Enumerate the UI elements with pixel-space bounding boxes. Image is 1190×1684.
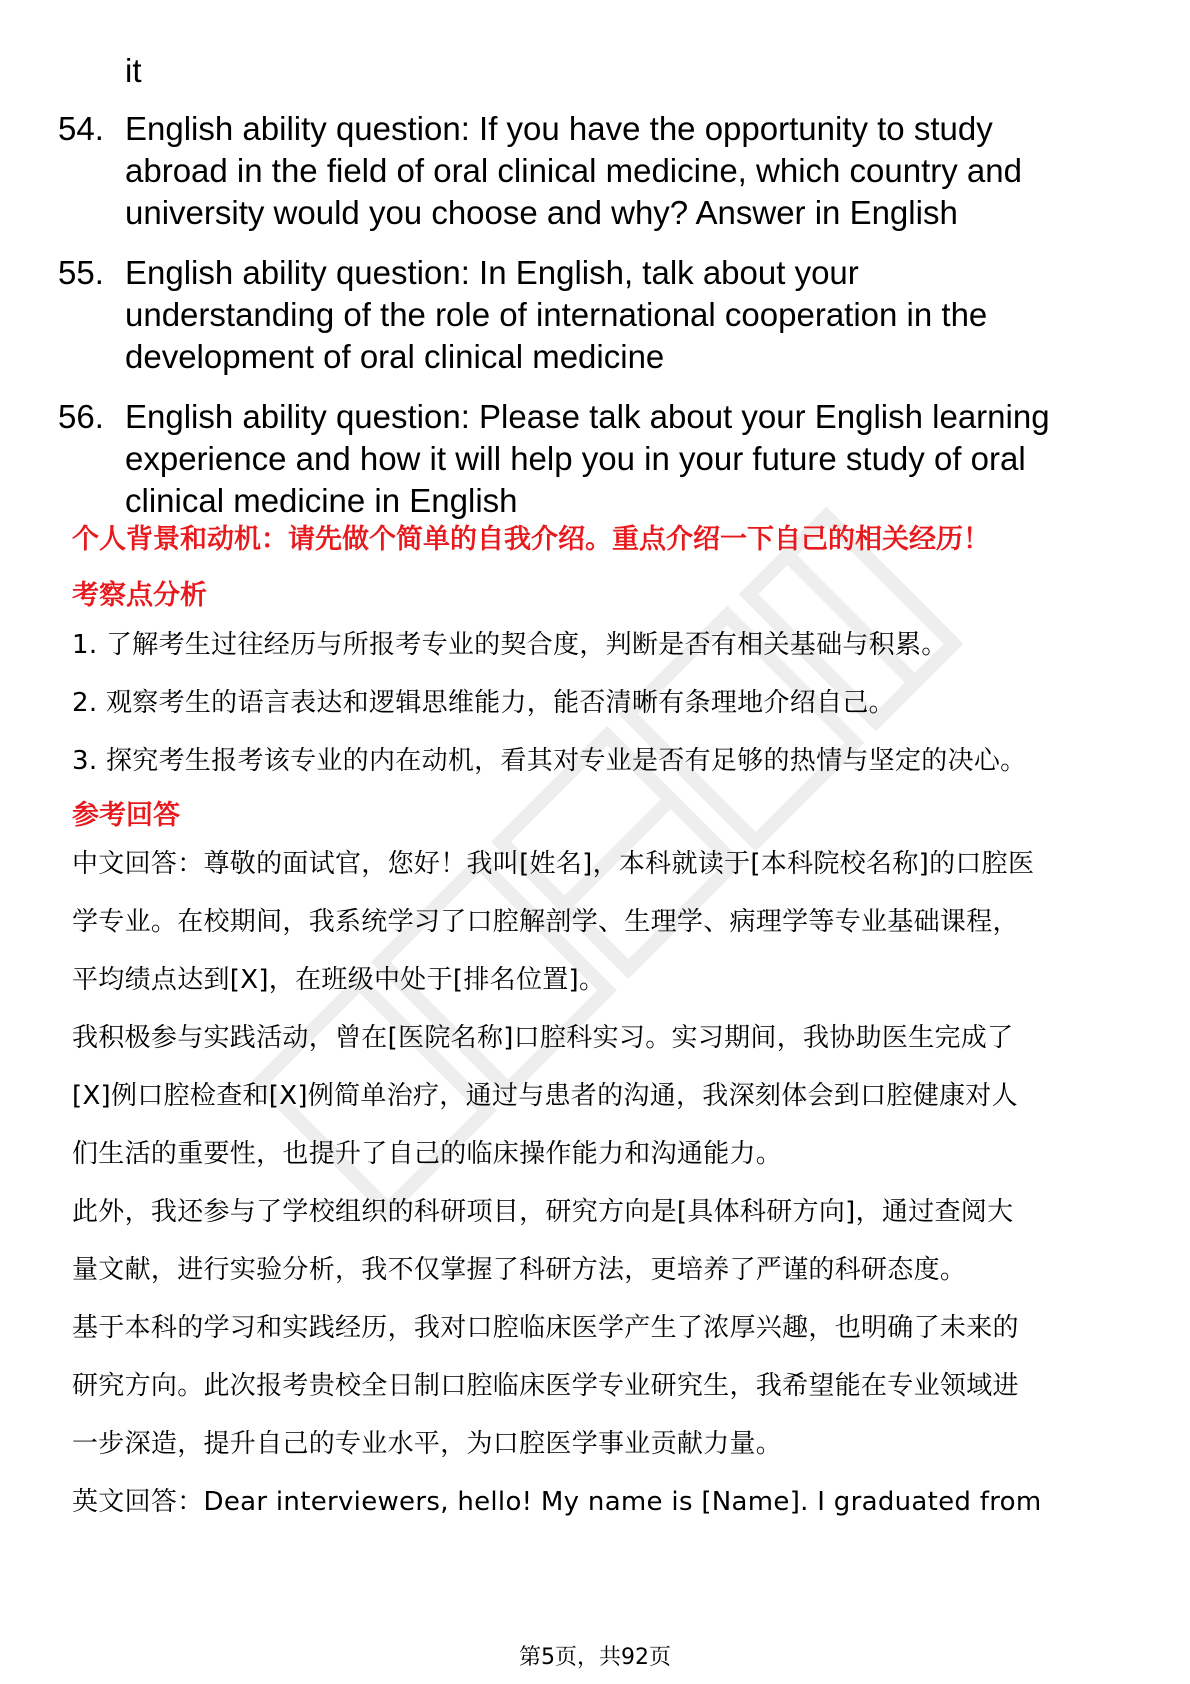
answer-line: 平均绩点达到[X]，在班级中处于[排名位置]。 bbox=[72, 965, 606, 995]
question-item bbox=[58, 108, 1128, 234]
page-footer: 第5页，共92页 bbox=[519, 1645, 671, 1670]
answer-line: [X]例口腔检查和[X]例简单治疗，通过与患者的沟通，我深刻体会到口腔健康对人 bbox=[72, 1081, 1018, 1111]
analysis-point: 1. 了解考生过往经历与所报考专业的契合度，判断是否有相关基础与积累。 bbox=[72, 630, 948, 660]
reference-heading: 参考回答 bbox=[72, 800, 180, 831]
answer-line: 们生活的重要性，也提升了自己的临床操作能力和沟通能力。 bbox=[72, 1139, 783, 1169]
question-item bbox=[58, 252, 1128, 378]
question-continuation: it bbox=[125, 52, 142, 89]
analysis-points bbox=[72, 616, 1122, 790]
question-line: English ability question: In English, talk about your bbox=[125, 254, 859, 291]
topic-heading: 个人背景和动机：请先做个简单的自我介绍。重点介绍一下自己的相关经历！ bbox=[72, 524, 990, 555]
question-number: 56. bbox=[58, 398, 104, 435]
answer-line: 英文回答：Dear interviewers, hello! My name is [Name]. I graduated from bbox=[72, 1487, 1042, 1517]
question-number: 54. bbox=[58, 110, 104, 147]
question-line: English ability question: Please talk about your English learning bbox=[125, 398, 1050, 435]
question-text bbox=[125, 108, 1128, 234]
question-line: English ability question: If you have the opportunity to study bbox=[125, 110, 993, 147]
answer-line: 研究方向。此次报考贵校全日制口腔临床医学专业研究生，我希望能在专业领域进 bbox=[72, 1371, 1019, 1401]
analysis-point: 3. 探究考生报考该专业的内在动机，看其对专业是否有足够的热情与坚定的决心。 bbox=[72, 746, 1027, 776]
question-line: abroad in the field of oral clinical medicine, which country and bbox=[125, 152, 1022, 189]
question-line: development of oral clinical medicine bbox=[125, 338, 665, 375]
question-text bbox=[125, 252, 1128, 378]
question-line: clinical medicine in English bbox=[125, 482, 518, 519]
question-line: university would you choose and why? Answer in English bbox=[125, 194, 958, 231]
question-line: experience and how it will help you in your future study of oral bbox=[125, 440, 1026, 477]
answer-line: 基于本科的学习和实践经历，我对口腔临床医学产生了浓厚兴趣，也明确了未来的 bbox=[72, 1313, 1019, 1343]
question-list bbox=[58, 50, 1128, 540]
answer-line: 我积极参与实践活动，曾在[医院名称]口腔科实习。实习期间，我协助医生完成了 bbox=[72, 1023, 1014, 1053]
question-number: 55. bbox=[58, 254, 104, 291]
analysis-heading: 考察点分析 bbox=[72, 580, 207, 611]
answer-line: 学专业。在校期间，我系统学习了口腔解剖学、生理学、病理学等专业基础课程， bbox=[72, 907, 1019, 937]
question-item bbox=[58, 396, 1128, 522]
question-text bbox=[125, 396, 1128, 522]
answer-line: 中文回答：尊敬的面试官，您好！我叫[姓名]，本科就读于[本科院校名称]的口腔医 bbox=[72, 849, 1035, 879]
answer-line: 此外，我还参与了学校组织的科研项目，研究方向是[具体科研方向]，通过查阅大 bbox=[72, 1197, 1014, 1227]
answer-line: 一步深造，提升自己的专业水平，为口腔医学事业贡献力量。 bbox=[72, 1429, 783, 1459]
question-line: understanding of the role of international cooperation in the bbox=[125, 296, 988, 333]
answer-line: 量文献，进行实验分析，我不仅掌握了科研方法，更培养了严谨的科研态度。 bbox=[72, 1255, 967, 1285]
analysis-point: 2. 观察考生的语言表达和逻辑思维能力，能否清晰有条理地介绍自己。 bbox=[72, 688, 895, 718]
reference-answer bbox=[72, 835, 1122, 1531]
